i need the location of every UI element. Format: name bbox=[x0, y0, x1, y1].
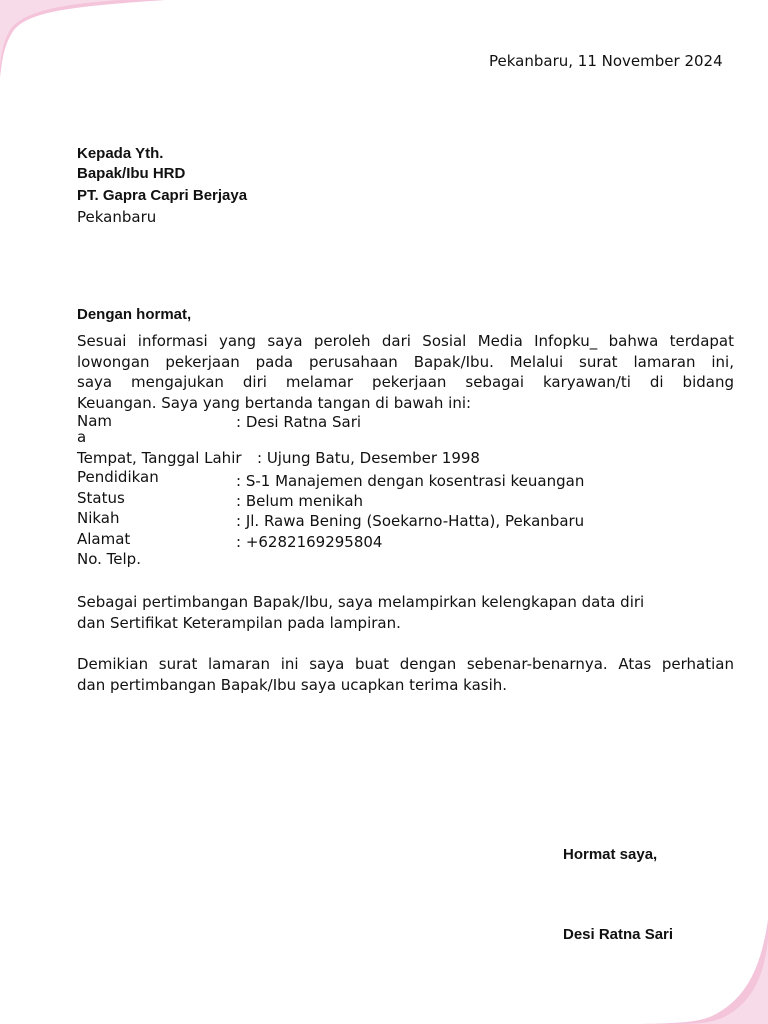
bio-value-ttl: : Ujung Batu, Desember 1998 bbox=[257, 449, 480, 467]
intro-paragraph bbox=[77, 331, 734, 413]
closing-line-1: Demikian surat lamaran ini saya buat dengan sebenar-benarnya. Atas perhatian bbox=[77, 655, 734, 673]
signature-name: Desi Ratna Sari bbox=[563, 926, 674, 943]
bio-value-nama: : Desi Ratna Sari bbox=[236, 413, 362, 431]
bio-label-status: Status bbox=[77, 489, 125, 507]
attachment-line-1: Sebagai pertimbangan Bapak/Ibu, saya melampirkan kelengkapan data diri bbox=[77, 593, 645, 611]
intro-line-2: lowongan pekerjaan pada perusahaan Bapak/Ibu. Melalui surat lamaran ini, bbox=[77, 352, 734, 371]
intro-line-3: saya mengajukan diri melamar pekerjaan sebagai karyawan/ti di bidang bbox=[77, 373, 734, 391]
intro-line-1: Sesuai informasi yang saya peroleh dari Sosial Media Infopku_ bahwa terdapat bbox=[77, 332, 734, 350]
bio-label-ttl: Tempat, Tanggal Lahir bbox=[77, 449, 242, 467]
bio-label-pendidikan: Pendidikan bbox=[77, 468, 159, 486]
recipient-city: Pekanbaru bbox=[77, 208, 157, 226]
bio-value-alamat: : Jl. Rawa Bening (Soekarno-Hatta), Pekanbaru bbox=[236, 512, 585, 530]
recipient-company: PT. Gapra Capri Berjaya bbox=[77, 187, 248, 204]
salutation: Dengan hormat, bbox=[77, 306, 192, 323]
bio-label-nama: Nama bbox=[77, 412, 113, 446]
intro-line-4: Keuangan. Saya yang bertanda tangan di bawah ini: bbox=[77, 393, 472, 412]
closing-line-2: dan pertimbangan Bapak/Ibu saya ucapkan terima kasih. bbox=[77, 675, 508, 694]
signoff: Hormat saya, bbox=[563, 846, 658, 863]
bio-value-status: : Belum menikah bbox=[236, 492, 364, 510]
closing-paragraph bbox=[77, 654, 734, 695]
letter-date: Pekanbaru, 11 November 2024 bbox=[489, 52, 723, 70]
bio-label-nikah: Nikah bbox=[77, 509, 120, 527]
recipient-line-2: Bapak/Ibu HRD bbox=[77, 165, 186, 182]
bio-value-telp: : +6282169295804 bbox=[236, 533, 383, 551]
bio-value-pendidikan: : S-1 Manajemen dengan kosentrasi keuangan bbox=[236, 472, 585, 490]
bio-label-telp: No. Telp. bbox=[77, 550, 141, 568]
bio-label-alamat: Alamat bbox=[77, 530, 131, 548]
attachment-line-2: dan Sertifikat Keterampilan pada lampiran. bbox=[77, 614, 401, 632]
recipient-line-1: Kepada Yth. bbox=[77, 145, 164, 162]
